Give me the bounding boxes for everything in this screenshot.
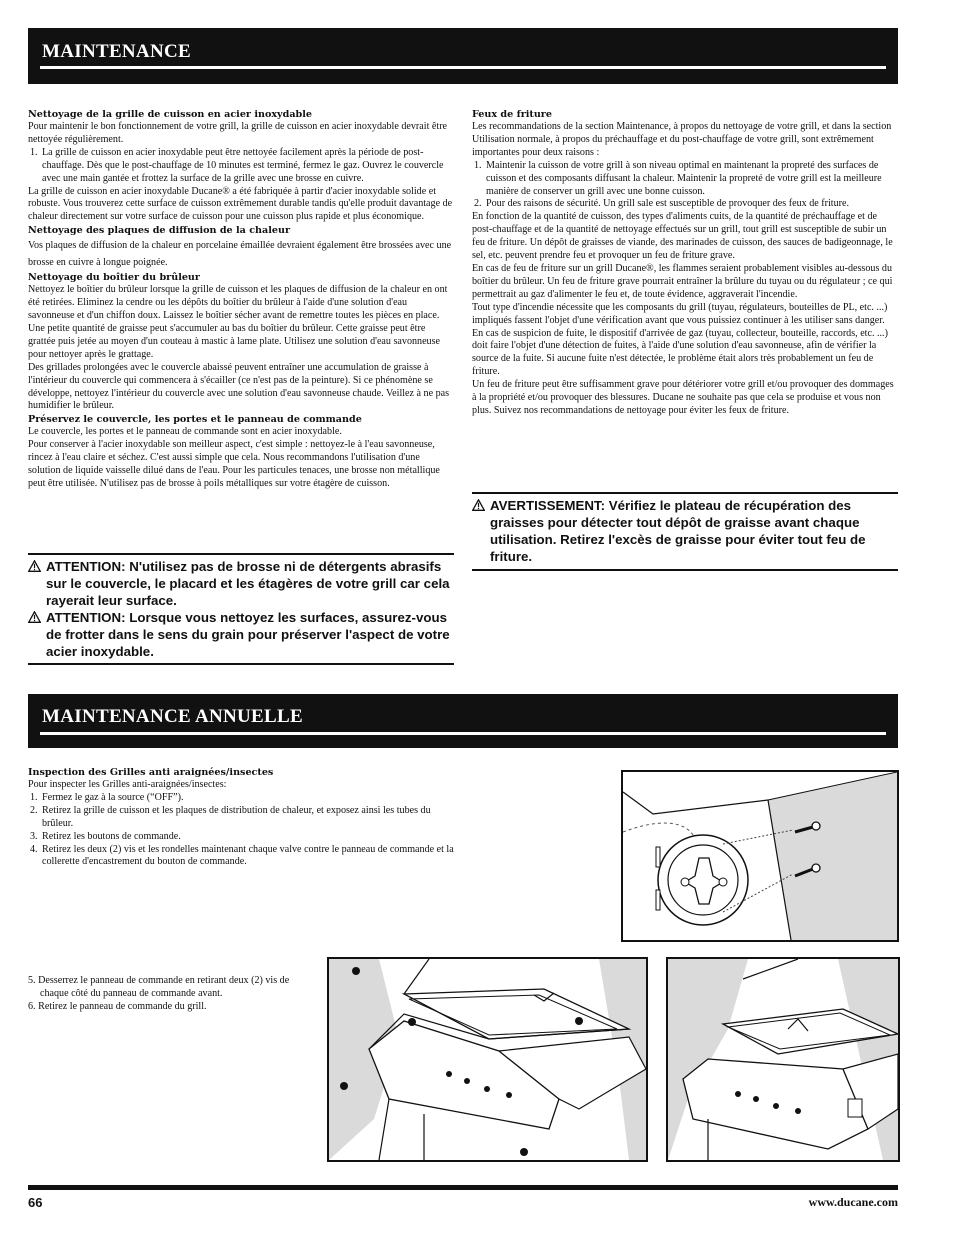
heading-burner-box: Nettoyage du boîtier du brûleur	[28, 272, 200, 284]
grill-panel-illustration	[329, 959, 646, 1160]
valve-illustration	[623, 772, 897, 940]
paragraph: Les recommandations de la section Maintenance, à propos du nettoyage de votre grill, et dans la section Utilisation normale, à propos du préchauffage et du post-chauffage de votre grill, sont extrêmement importantes pour deux raisons :	[472, 121, 892, 158]
paragraph: Le couvercle, les portes et le panneau de commande sont en acier inoxydable.	[28, 426, 342, 438]
step-5: 5. Desserrez le panneau de commande en retirant deux (2) vis de chaque côté du panneau de commande avant.	[28, 975, 290, 999]
divider	[28, 553, 454, 555]
attention-item: ATTENTION: Lorsque vous nettoyez les surfaces, assurez-vous de frotter dans le sens du grain pour préserver l'aspect de votre acier inoxydable.	[28, 609, 454, 660]
warning-triangle-icon	[28, 560, 41, 572]
step-item: 2. Retirez la grille de cuisson et les plaques de distribution de chaleur, et exposez ainsi les tubes du brûleur.	[30, 804, 431, 829]
screw-icon	[520, 1148, 528, 1156]
figure-valve-removal	[621, 770, 899, 942]
attention-item: ATTENTION: N'utilisez pas de brosse ni de détergents abrasifs sur le couvercle, le placard et les étagères de votre grill car cela rayerait leur surface.	[28, 558, 454, 609]
paragraph: Vos plaques de diffusion de la chaleur en porcelaine émaillée devraient également être brossées avec une brosse en cuivre à longue poignée.	[28, 240, 452, 269]
footer-rule	[28, 1185, 898, 1190]
paragraph: La grille de cuisson en acier inoxydable Ducane® a été fabriquée à partir d'acier inoxydable solide et robuste. Vous trouverez cette surface de cuisson extrêmement durable tandis qu'elle produit davantage de chaleur directement sur votre surface de cuisson pour une cuisson plus rapide et plus économique.	[28, 185, 453, 223]
list-item: 2. Pour des raisons de sécurité. Un grill sale est susceptible de provoquer des feux de friture.	[474, 198, 849, 210]
left-column	[28, 108, 454, 491]
banner-rule	[40, 66, 886, 69]
paragraph: En cas de feu de friture sur un grill Ducane®, les flammes seraient probablement visibles au-dessous du boîtier du brûleur. Un feu de friture grave pourrait entraîner la brûlure du tuyau ou du régulateur ; ce qui permettrait au gaz d'alimenter le feu et, de toute évidence, aggraverait l'incendie.	[472, 262, 893, 300]
divider	[28, 663, 454, 665]
list-item: 1. La grille de cuisson en acier inoxydable peut être nettoyée facilement après la période de post-chauffage. Dès que le post-chauffage de 10 minutes est terminé, fermez le gaz. Ouvrez le couvercle avec une main gantée et frottez la surface de la grille avec une brosse en cuivre.	[30, 146, 444, 184]
page-number: 66	[28, 1195, 43, 1210]
section-banner-maintenance	[28, 28, 898, 84]
banner-rule	[40, 732, 886, 735]
heading-grill-cleaning: Nettoyage de la grille de cuisson en acier inoxydable	[28, 109, 313, 120]
heading-diffuser: Nettoyage des plaques de diffusion de la chaleur	[28, 225, 291, 237]
section-title: MAINTENANCE	[42, 41, 191, 62]
paragraph: Des grillades prolongées avec le couvercle abaissé peuvent entraîner une accumulation de graisse à l'intérieur du couvercle qui commencera à s'écailler (ce n'est pas de la peinture). Si ce phénomène se développe, nettoyez l'intérieur du couvercle avec une solution d'eau savonneuse chaude. Veillez à ne pas humidifier le brûleur.	[28, 361, 450, 412]
section-title: MAINTENANCE ANNUELLE	[42, 706, 303, 727]
screw-icon	[352, 967, 360, 975]
website-link[interactable]: www.ducane.com	[808, 1195, 898, 1209]
paragraph: Pour inspecter les Grilles anti-araignées/insectes:	[28, 779, 227, 790]
paragraph: En fonction de la quantité de cuisson, des types d'aliments cuits, de la quantité de préchauffage et de post-chauffage et de la quantité de nettoyage effectués sur un grill, tout grill est susceptible de subir un feu de friture. Un dépôt de graisses de viande, des marinades de cuisson, des sauces de badigeonnage, le sel, etc. peuvent prendre feu et provoquer un feu de friture grave.	[472, 211, 893, 262]
warning-block	[472, 497, 888, 565]
warning-triangle-icon	[28, 611, 41, 623]
paragraph: Nettoyez le boîtier du brûleur lorsque la grille de cuisson et les plaques de diffusion de la chaleur en ont été retirées. Eliminez la cendre ou les dépôts du boîtier du brûleur à l'aide d'une solution d'eau savonneuse et d'un chiffon doux. Laissez le boîtier sécher avant de remettre toutes les pièces en place.	[28, 284, 448, 322]
screw-icon	[340, 1082, 348, 1090]
screw-icon	[575, 1017, 583, 1025]
heading-grease-fires: Feux de friture	[472, 109, 552, 120]
step-6: 6. Retirez le panneau de commande du grill.	[28, 1000, 207, 1012]
paragraph: Pour maintenir le bon fonctionnement de votre grill, la grille de cuisson en acier inoxydable devrait être nettoyée régulièrement.	[28, 121, 448, 145]
list	[28, 147, 454, 186]
warning-item: AVERTISSEMENT: Vérifiez le plateau de récupération des graisses pour détecter tout dépôt de graisse avant chaque utilisation. Retirez l'excès de graisse pour éviter tout feu de friture.	[472, 497, 888, 565]
annual-steps	[28, 766, 454, 869]
heading-inspection: Inspection des Grilles anti araignées/insectes	[28, 767, 274, 778]
paragraph: Pour conserver à l'acier inoxydable son meilleur aspect, c'est simple : nettoyez-le à l'eau savonneuse, rincez à l'eau claire et séchez. C'est aussi simple que cela. Nous recommandons l'utilisation d'une solution de liquide vaisselle dilué dans de l'eau. Pour les particules tenaces, une brosse non métallique peut être utilisée. N'utilisez pas de brosse à poils métalliques sur votre étagère de cuisson.	[28, 439, 440, 489]
paragraph: Tout type d'incendie nécessite que les composants du grill (tuyau, régulateurs, bouteilles de PL, etc. ...) impliqués fassent l'objet d'une vérification avant que vous puissiez continuer à les utiliser sans danger. En cas de suspicion de fuite, le dispositif d'arrivée de gaz (tuyau, collecteur, bouteille, raccords, etc. ...) doit faire l'objet d'une détection de fuites, à l'aide d'une solution d'eau savonneuse, afin de vérifier la source de la fuite. Si aucune fuite n'est détectée, le problème était alors très probablement un feu de friture.	[472, 301, 888, 378]
grill-panel-removed-illustration	[668, 959, 898, 1160]
screw-icon	[408, 1018, 416, 1026]
section-banner-annual	[28, 694, 898, 748]
step-item: 3. Retirez les boutons de commande.	[30, 830, 181, 842]
warning-triangle-icon	[472, 499, 485, 511]
step-item: 4. Retirez les deux (2) vis et les rondelles maintenant chaque valve contre le panneau de commande et la collerette d'encastrement du bouton de commande.	[30, 843, 454, 868]
annual-steps-cont	[28, 975, 313, 1014]
divider	[472, 569, 898, 571]
list	[472, 160, 898, 212]
figure-panel-screws	[327, 957, 648, 1162]
attention-block	[28, 558, 454, 660]
step-item: 1. Fermez le gaz à la source (“OFF”).	[30, 791, 184, 803]
divider	[472, 492, 898, 494]
paragraph: Un feu de friture peut être suffisamment grave pour détériorer votre grill et/ou provoquer des dommages à la propriété et/ou provoquer des blessures. Ducane ne souhaite pas que cela se produise et vous non plus. Suivez nos recommandations de nettoyage pour éviter les feux de friture.	[472, 379, 894, 416]
right-column	[472, 108, 898, 418]
heading-preserve: Préservez le couvercle, les portes et le panneau de commande	[28, 414, 362, 426]
figure-panel-removal	[666, 957, 900, 1162]
list-item: 1. Maintenir la cuisson de votre grill à son niveau optimal en maintenant la propreté des surfaces de cuisson et des composants diffusant la chaleur. Maintenir la propreté de votre grill est la meilleure manière de conserver un grill avec une bonne cuisson.	[474, 159, 882, 197]
steps-list	[28, 792, 454, 869]
paragraph: Une petite quantité de graisse peut s'accumuler au bas du boîtier du brûleur. Cette graisse peut être grattée puis jetée au moyen d'un couteau à mastic à lame plate. Utilisez une solution d'eau savonneuse pour nettoyer après le grattage.	[28, 322, 441, 360]
